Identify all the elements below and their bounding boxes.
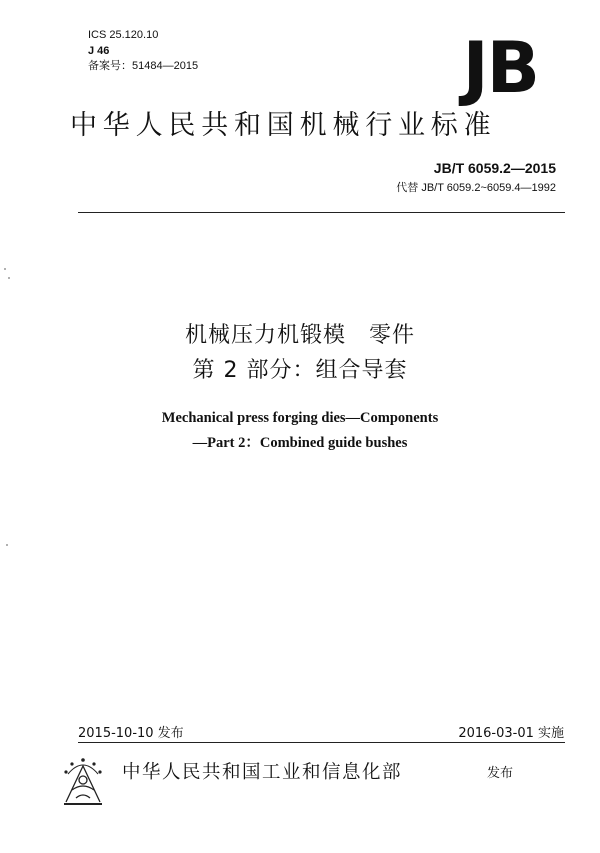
jb-logo: JB (462, 27, 538, 109)
top-divider (78, 212, 565, 213)
title-cn-line2: 第 2 部分：组合导套 (192, 358, 408, 383)
implementation-date: 2016-03-01 实施 (458, 726, 564, 741)
ministry-emblem-icon (58, 752, 108, 808)
title-cn-line1: 机械压力机锻模 零件 (184, 323, 415, 348)
issuer-suffix: 发布 (487, 766, 514, 781)
issue-date: 2015-10-10 发布 (78, 726, 184, 741)
ics-code: ICS 25.120.10 (88, 29, 159, 41)
title-en-line2: —Part 2：Combined guide bushes (192, 435, 408, 451)
bottom-divider (78, 742, 565, 743)
title-en-line1: Mechanical press forging dies—Components (161, 410, 439, 426)
issuer-name: 中华人民共和国工业和信息化部 (122, 762, 403, 783)
scan-speck (8, 277, 10, 279)
org-title: 中华人民共和国机械行业标准 (70, 110, 497, 141)
replaces-standard: 代替 JB/T 6059.2~6059.4—1992 (396, 182, 556, 194)
scan-speck (6, 544, 8, 546)
record-number: 备案号：51484—2015 (88, 60, 199, 72)
scan-speck (4, 268, 6, 270)
classification-code: J 46 (88, 45, 110, 57)
standard-number: JB/T 6059.2—2015 (433, 160, 556, 176)
